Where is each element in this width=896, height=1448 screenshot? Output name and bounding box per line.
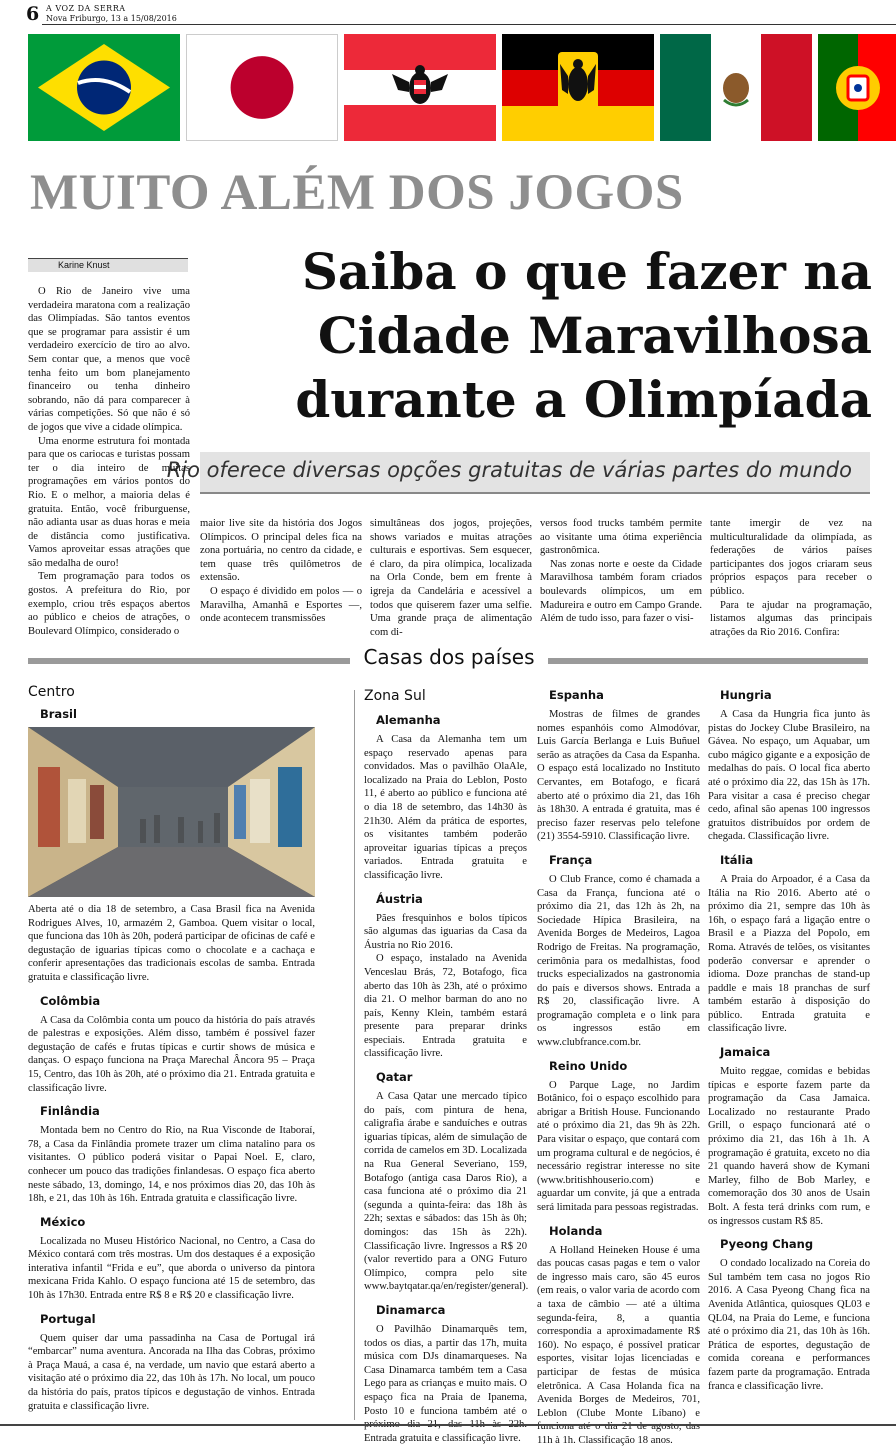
paragraph: Nas zonas norte e oeste da Cidade Maravilhosa também foram criados boulevards olímpicos, um em Madureira e outro em Campo Grande. Além de tudo isso, para fazer o visi-: [540, 558, 702, 625]
entry-text: [537, 1244, 700, 1448]
entry-title: Portugal: [40, 1311, 96, 1326]
paragraph: Uma enorme estrutura foi montada para que os cariocas e turistas possam ter o dia inteiro de muitas programações em vários pontos do Rio. E o melhor, a maioria delas é gratuita. Então, você friburguense, não adianta usar as duas horas e meia de distância como justificativa. Vamos aproveitar essas atrações que são medalha de ouro!: [28, 435, 190, 569]
entry-text: [28, 1235, 315, 1303]
paragraph: simultâneas dos jogos, projeções, shows variados e muitas atrações culturais e esportivas. Sem esquecer, é claro, da pira olímpica, localizada na Orla Conde, bem em frente à igreja da Candelária e acessível a todos que quiserem fazer uma selfie. Uma grande praça de alimentação com di-: [370, 518, 532, 638]
paragraph: A Casa Qatar une mercado típico do país, com pintura de hena, caligrafia árabe e sanduíches e outras iguarias típicas, além de simulação de corrida de camelos em 3D. Localizada na Rua General Severiano, 159, Botafogo (antiga casa Daros Rio), a casa funciona até o próximo dia 21 (segunda a quinta-feira: das 18h às 22h; sextas e sábados: das 15h às 0h; domingos: das 15h às 22h). Classificação livre. Ingressos a R$ 20 (valor revertido para a ONG Futuro Olímpico, compra pelo site www.baytqatar.qa/en/register/general).: [364, 1091, 529, 1293]
mexico-flag: [660, 34, 812, 141]
bottom-rule: [0, 1424, 896, 1426]
paragraph: tante imergir de vez na multiculturalidade da olimpíada, as federações de vários países participantes dos jogos criaram seus próprios espaços para receber o público.: [710, 518, 872, 597]
section-title: MUITO ALÉM DOS JOGOS: [30, 165, 684, 221]
paragraph: Aberta até o dia 18 de setembro, a Casa Brasil fica na Avenida Rodrigues Alves, 10, armazém 2, Gamboa. Quem visitar o local, que funciona das 10h às 20h, poderá participar de oficinas de café e degustação de iguarias típicas como o chocolate e a cachaça e conferir apresentações das tradicionais escolas de samba. Entrada gratuita e classificação livre.: [28, 904, 315, 983]
brazil-flag: [28, 34, 180, 141]
paragraph: O condado localizado na Coreia do Sul também tem casa no jogos Rio 2016. A Casa Pyeong Chang fica na Avenida Atlântica, quiosques QL03 e QL04, na Praia do Leme, e funciona até o próximo dia 21, das 10h às 16h. Prática de esportes, degustação de comida coreana e performances fazem parte da programação. Entrada franca e classificação livre.: [708, 1258, 870, 1392]
paragraph: A Praia do Arpoador, é a Casa da Itália na Rio 2016. Aberto até o próximo dia 21, sempre das 10h às 16h, o espaço fará a ligação entre o Brasil e a Piazza del Popolo, em Roma. Através de telões, os visitantes poderão conversar e aprender o idioma. Doze pranchas de stand-up paddle e mais 18 pranchas de surf também estarão à disposição do público. Entrada gratuita e classificação livre.: [708, 873, 870, 1035]
banner-rule-left: [28, 658, 350, 664]
banner-rule-right: [548, 658, 868, 664]
paragraph: Tem programação para todos os gostos. A prefeitura do Rio, por exemplo, criou três espaços abertos ao público e cheios de atrações, o Boulevard Olímpico, considerado o: [28, 571, 190, 637]
intro-column-1: [28, 285, 190, 638]
paragraph: versos food trucks também permite ao visitante uma ótima experiência gastronômica.: [540, 518, 702, 557]
japan-flag: [186, 34, 338, 141]
paragraph: Localizada no Museu Histórico Nacional, no Centro, a Casa do México contará com três mostras. Um dos destaques é a exposição interativa infantil “Frida e eu”, que aborda o universo da pintora mexicana Frida Kahlo. O espaço funciona até 15 de setembro, das 10h às 17h30. Entrada entre R$ 8 e R$ 20 e classificação livre.: [28, 1235, 315, 1302]
entry-title: Pyeong Chang: [720, 1237, 814, 1252]
entry-title: Espanha: [549, 688, 604, 702]
paragraph: A Casa da Alemanha tem um espaço reservado apenas para convidados. Mas o pavilhão OlaAle, localizado na Praia do Leblon, Posto 11, é aberto ao público e funciona até o dia 18 de setembro, das 14h30 às 21h30. Além da prática de esportes, os visitantes também poderão aproveitar iguarias típicas a preços variados. Entrada gratuita e classificação livre.: [364, 734, 527, 881]
paragraph: Pães fresquinhos e bolos típicos são algumas das iguarias da Casa da Áustria no Rio 2016.: [364, 912, 527, 951]
entry-text: [364, 1323, 527, 1445]
entry-text: [537, 708, 700, 844]
entry-text: [28, 1332, 315, 1414]
paragraph: Para te ajudar na programação, listamos algumas das principais atrações da Rio 2016. Confira:: [710, 599, 872, 638]
paragraph: O Club France, como é chamada a Casa da França, funciona até o próximo dia 21, das 12h às 2h, na Sociedade Hípica Brasileira, na Avenida Borges de Medeiros, Lagoa Rodrigo de Freitas. Na programação, cerimônia para os medalhistas, food trucks especializados na gastronomia do país e diversos shows. Entrada a R$ 20, classificação livre. A programação completa e o link para os ingressos estão em www.clubfrance.com.br.: [537, 873, 700, 1049]
paragraph: Muito reggae, comidas e bebidas típicas e esporte fazem parte da programação da Casa Jamaica. Localizado no restaurante Prado Grill, o espaço funcionará até o próximo dia 21, das 16h à 1h. A programação é gratuita, exceto no dia 21 quando haverá show de Kymani Marley, filho de Bob Marley, e comemoração dos 30 anos de Usain Bolt. A festa terá drinks com rum, e os ingressos custam R$ 85.: [708, 1066, 870, 1227]
entry-title: Holanda: [549, 1223, 603, 1238]
subtitle-bar: [166, 452, 870, 494]
paragraph: A Casa da Colômbia conta um pouco da história do país através de palestras e exposições. Além disso, também é possível fazer degustação de cafés e frutas típicas e curtir shows de música e danças. O espaço funciona na Praça Marechal Âncora 95 – Praça 15, Centro, das 10h às 20h, até o próximo dia 21. Entrada gratuita e classificação livre.: [28, 1014, 315, 1094]
paragraph: Mostras de filmes de grandes nomes espanhóis como Almodóvar, Luis García Berlanga e Luis Buñuel serão as atrações da Casa da Espanha. O espaço está localizado no Instituto Cervantes, em Botafogo, e ficará aberto até o próximo dia 21, das 16h às 18h30. A entrada é gratuita, mas é preciso fazer reservas pelo telefone (21) 3554-5910. Classificação livre.: [537, 709, 700, 843]
subtitle: Rio oferece diversas opções gratuitas de várias partes do mundo: [166, 458, 852, 482]
paragraph: O Pavilhão Dinamarquês tem, todos os dias, a partir das 17h, muita música com DJs dinamarqueses. Na Casa Dinamarca também tem a Casa Lego para as crianças e muito mais. O espaço fica na Praia de Ipanema, Posto 10 e funciona também até o próximo dia 21, das 11h às 22h. Entrada gratuita e classificação livre.: [364, 1323, 527, 1444]
entry-text: [364, 1090, 527, 1294]
paragraph: O Rio de Janeiro vive uma verdadeira maratona com a realização das Olimpíadas. São tantos eventos que se programar para assistir é um verdadeiro exercício de tiro ao alvo. Sem contar que, a menos que você tenha feito um bom planejamento financeiro ou tenha dinheiro sobrando, não dá para comparecer à várias competições. Só que não é só de jogos que vive a cidade olímpica.: [28, 286, 190, 433]
entry-title: Áustria: [376, 891, 423, 906]
paper-name: A VOZ DA SERRA: [46, 4, 126, 13]
entry-title: Brasil: [40, 707, 77, 721]
column-hungria: [708, 684, 870, 1393]
entry-text: [28, 903, 315, 985]
entry-text: [364, 733, 527, 883]
paragraph: maior live site da história dos Jogos Olímpicos. O principal deles fica na zona portuária, no centro da cidade, e tem quase três quilômetros de extensão.: [200, 518, 362, 584]
entry-title: Colômbia: [40, 993, 101, 1008]
casa-brasil-photo: [28, 727, 315, 897]
paragraph: O espaço é dividido em polos — o Maravilha, Amanhã e Esportes —, onde acontecem transmissões: [200, 585, 362, 625]
germany-flag: [502, 34, 654, 141]
column-centro: [28, 684, 315, 1413]
paragraph: Quem quiser dar uma passadinha na Casa de Portugal irá “embarcar” numa aventura. Ancorada na Ilha das Cobras, próximo à Praça Mauá, a casa é, na verdade, um navio que estará aberto a visitação até o próximo dia 22, das 10h às 17h. No local, um pouco da história do país, pratos típicos e degustação de vinhos. Entrada gratuita e classificação livre.: [28, 1332, 315, 1412]
entry-text: [708, 708, 870, 844]
headline: Saiba o que fazer na Cidade Maravilhosa durante a Olimpíada: [295, 242, 872, 429]
entry-title: Itália: [720, 852, 754, 867]
intro-column-5: [710, 517, 872, 639]
paragraph: O Parque Lage, no Jardim Botânico, foi o espaço escolhido para abrigar a British House. Funcionando até o próximo dia 21, das 9h às 22h. Para visitar o espaço, que contará com um programa cultural e de negócios, é necessário registrar interesse no site (www.britishhouserio.com) e aguardar um convite, já que a entrada será limitada para pessoas registradas.: [537, 1079, 700, 1213]
austria-flag: [344, 34, 496, 141]
paragraph: A Casa da Hungria fica junto às pistas do Jockey Clube Brasileiro, na Gávea. No espaço, um Aquabar, um cubo mágico gigante e a exposição de medalhas do país. O local fica aberto até o próximo dia 22, das 15h às 17h. Para visitar a casa é preciso chegar cedo, afinal são apenas 100 ingressos gratuitos distribuídos por ordem de chegada. Classificação livre.: [708, 709, 870, 843]
entry-text: [364, 912, 527, 1062]
column-espanha: [537, 684, 700, 1448]
paragraph: A Holland Heineken House é uma das poucas casas pagas e tem o valor de ingresso mais caro, são 45 euros (em reais, o valor varia de acordo com a taxa de câmbio — até a última segunda-feira, 8, a quantia correspondia a aproximadamente R$ 160). No espaço, é possível praticar esportes, visitar lojas licenciadas e participar de festas de música eletrônica. A Casa Holanda fica na Avenida Borges de Medeiros, 701, Leblon (Clube Monte Líbano) e funciona até o dia 21 de agosto, das 11h à 1h. Classificação 18 anos.: [537, 1244, 700, 1446]
entry-text: [537, 1079, 700, 1215]
entry-title: Reino Unido: [549, 1058, 628, 1073]
column-zona-sul: [364, 684, 527, 1445]
entry-title: França: [549, 852, 593, 867]
entry-text: [28, 1124, 315, 1206]
portugal-flag: [818, 34, 896, 141]
entry-text: [28, 1014, 315, 1096]
paragraph: O espaço, instalado na Avenida Venceslau Brás, 72, Botafogo, fica aberto das 10h às 23h, até o próximo dia 21. O melhor barman do ano no país, Kenny Klein, também estará presente para preparar drinks especiais. Entrada gratuita e classificação livre.: [364, 953, 527, 1060]
entry-title: Jamaica: [720, 1045, 771, 1060]
column-divider: [354, 690, 355, 1420]
intro-column-2: [200, 517, 362, 626]
entry-text: [708, 1257, 870, 1393]
entry-title: Qatar: [376, 1070, 413, 1085]
paragraph: Montada bem no Centro do Rio, na Rua Visconde de Itaboraí, 78, a Casa da Finlândia promete trazer um clima natalino para os visitantes. O público poderá visitar o Papai Noel. E, claro, conhecer um pouco das tradições finlandesas. O espaço fica aberto neste sábado, 13, domingo, 14, e nos próximos dias 20, das 10h às 18h, e 21, das 10h às 16h. Entrada gratuita e classificação livre.: [28, 1125, 315, 1205]
page-number: 6: [26, 3, 40, 25]
entry-text: [708, 1065, 870, 1228]
region-label: Zona Sul: [364, 688, 426, 704]
entry-title: Dinamarca: [376, 1302, 446, 1317]
header-rule: [42, 24, 896, 25]
casas-title: Casas dos países: [363, 645, 535, 669]
paper-date: Nova Friburgo, 13 a 15/08/2016: [46, 14, 177, 23]
intro-column-3: [370, 517, 532, 639]
region-label: Centro: [28, 684, 75, 700]
entry-text: [537, 873, 700, 1050]
entry-title: Finlândia: [40, 1104, 100, 1119]
author-byline: Karine Knust: [28, 258, 188, 272]
entry-text: [708, 873, 870, 1036]
entry-title: Alemanha: [376, 713, 441, 727]
entry-title: Hungria: [720, 688, 772, 702]
intro-column-4: [540, 517, 702, 626]
entry-title: México: [40, 1214, 86, 1229]
